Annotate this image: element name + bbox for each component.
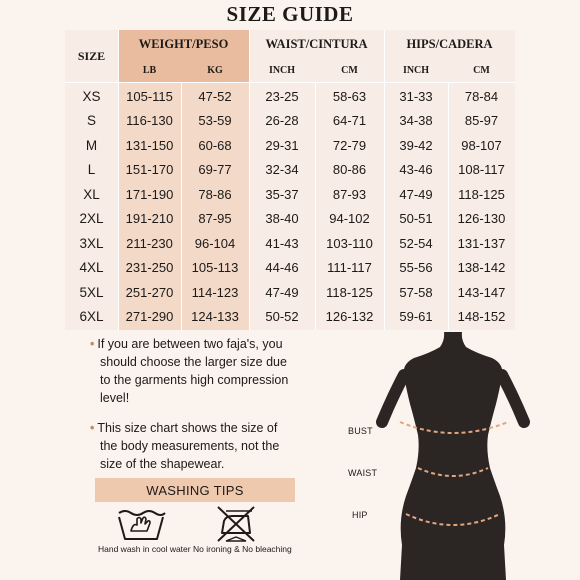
weight-lb-cell: 251-270 <box>125 284 174 300</box>
waist-cm-cell: 64-71 <box>332 113 367 129</box>
note-line: should choose the larger size due <box>100 355 287 369</box>
waist-cm-cell: 80-86 <box>332 162 367 178</box>
size-cell: S <box>86 113 96 129</box>
hip-cm-cell: 148-152 <box>457 309 506 325</box>
no-iron-bleach-icon <box>214 505 258 543</box>
hip-cm-cell: 143-147 <box>457 284 506 300</box>
bust-label: BUST <box>348 426 373 436</box>
waist-inch-cell: 38-40 <box>265 211 299 227</box>
hip-inch-cell: 55-56 <box>399 260 433 276</box>
hip-inch-cell: 43-46 <box>399 162 433 178</box>
hip-inch-cell: 57-58 <box>399 284 433 300</box>
note-line: • This size chart shows the size of <box>90 421 278 435</box>
hip-cm-cell: 85-97 <box>464 113 499 129</box>
waist-cm-cell: 111-117 <box>327 260 372 276</box>
size-table <box>65 30 515 330</box>
weight-lb-cell: 131-150 <box>125 137 174 153</box>
hips-group-header: HIPS/CADERA <box>406 36 493 51</box>
waist-cm-cell: 103-110 <box>326 235 373 251</box>
hip-cm-cell: 98-107 <box>461 137 502 153</box>
weight-lb-cell: 211-230 <box>126 235 173 251</box>
bullet-icon: • <box>90 337 95 351</box>
waist-cm-cell: 118-125 <box>326 284 373 300</box>
weight-kg-cell: 87-95 <box>198 211 232 227</box>
hip-inch-cell: 34-38 <box>399 113 433 129</box>
washing-tips-header: WASHING TIPS <box>95 478 295 502</box>
weight-kg-cell: 69-77 <box>198 162 232 178</box>
size-cell: 3XL <box>79 235 104 251</box>
weight-lb-cell: 171-190 <box>125 186 174 202</box>
hip-inch-cell: 31-33 <box>399 88 433 104</box>
hand-wash-label: Hand wash in cool water <box>98 544 191 554</box>
body-silhouette-figure <box>330 330 570 580</box>
waist-inch-cell: 44-46 <box>265 260 299 276</box>
weight-lb-cell: 231-250 <box>125 260 174 276</box>
weight-kg-cell: 78-86 <box>198 186 232 202</box>
waist-inch-cell: 41-43 <box>265 235 299 251</box>
waist-cm-cell: 87-93 <box>332 186 367 202</box>
waist-inch-cell: 50-52 <box>265 309 299 325</box>
weight-kg-cell: 53-59 <box>198 113 232 129</box>
size-cell: 5XL <box>79 284 104 300</box>
waist-cm-header: CM <box>341 64 358 76</box>
waist-cm-cell: 94-102 <box>329 211 370 227</box>
weight-kg-cell: 47-52 <box>198 88 232 104</box>
note-body-measurements <box>90 419 310 473</box>
waist-inch-cell: 23-25 <box>265 88 299 104</box>
hip-cm-cell: 118-125 <box>458 186 505 202</box>
note-larger-size <box>90 335 310 407</box>
hip-inch-cell: 39-42 <box>399 137 433 153</box>
weight-group-header: WEIGHT/PESO <box>138 36 229 51</box>
weight-kg-cell: 105-113 <box>191 260 239 276</box>
note-line: level! <box>100 391 130 405</box>
waist-inch-cell: 32-34 <box>265 162 299 178</box>
waist-inch-header: INCH <box>268 64 296 76</box>
waist-cm-cell: 58-63 <box>332 88 367 104</box>
waist-inch-cell: 26-28 <box>265 113 299 129</box>
weight-lb-cell: 271-290 <box>125 309 174 325</box>
weight-kg-cell: 96-104 <box>194 235 236 251</box>
weight-lb-cell: 116-130 <box>126 113 173 129</box>
hip-cm-cell: 108-117 <box>458 162 505 178</box>
size-cell: 2XL <box>79 211 104 227</box>
silhouette-shape <box>400 332 506 580</box>
size-cell: M <box>85 137 98 153</box>
size-cell: L <box>87 162 96 178</box>
hand-wash-icon <box>115 505 167 543</box>
bullet-icon: • <box>90 421 95 435</box>
hip-label: HIP <box>352 510 368 520</box>
weight-lb-cell: 105-115 <box>126 88 173 104</box>
hip-cm-header: CM <box>473 64 490 76</box>
note-line: to the garments high compression <box>100 373 289 387</box>
waist-cm-cell: 126-132 <box>325 309 374 325</box>
waist-group-header: WAIST/CINTURA <box>265 36 368 51</box>
hip-inch-cell: 59-61 <box>399 309 433 325</box>
weight-kg-cell: 60-68 <box>198 137 232 153</box>
hip-cm-cell: 126-130 <box>457 211 506 227</box>
hip-cm-cell: 138-142 <box>457 260 506 276</box>
size-column-header: SIZE <box>77 48 106 63</box>
hip-cm-cell: 78-84 <box>464 88 499 104</box>
waist-inch-cell: 35-37 <box>265 186 299 202</box>
size-cell: 4XL <box>79 260 104 276</box>
waist-label: WAIST <box>348 468 378 478</box>
table-divider <box>65 82 515 83</box>
note-line: size of the shapewear. <box>100 457 225 471</box>
waist-inch-cell: 47-49 <box>265 284 299 300</box>
size-cell: 6XL <box>79 309 104 325</box>
note-line: the body measurements, not the <box>100 439 280 453</box>
no-iron-label: No ironing & No bleaching <box>193 544 292 554</box>
weight-kg-cell: 114-123 <box>191 284 239 300</box>
weight-kg-cell: 124-133 <box>191 309 239 325</box>
weight-lb-header: LB <box>142 64 157 76</box>
hip-inch-cell: 47-49 <box>399 186 433 202</box>
hip-inch-header: INCH <box>402 64 430 76</box>
hip-inch-cell: 50-51 <box>399 211 433 227</box>
weight-lb-cell: 151-170 <box>125 162 174 178</box>
size-cell: XL <box>83 186 100 202</box>
size-cell: XS <box>82 88 101 104</box>
note-line: • If you are between two faja's, you <box>90 337 283 351</box>
page-title: SIZE GUIDE <box>226 2 354 26</box>
hip-cm-cell: 131-137 <box>457 235 506 251</box>
waist-cm-cell: 72-79 <box>332 137 367 153</box>
waist-inch-cell: 29-31 <box>265 137 299 153</box>
weight-kg-header: KG <box>207 64 223 76</box>
weight-lb-cell: 191-210 <box>125 211 174 227</box>
hip-inch-cell: 52-54 <box>399 235 433 251</box>
